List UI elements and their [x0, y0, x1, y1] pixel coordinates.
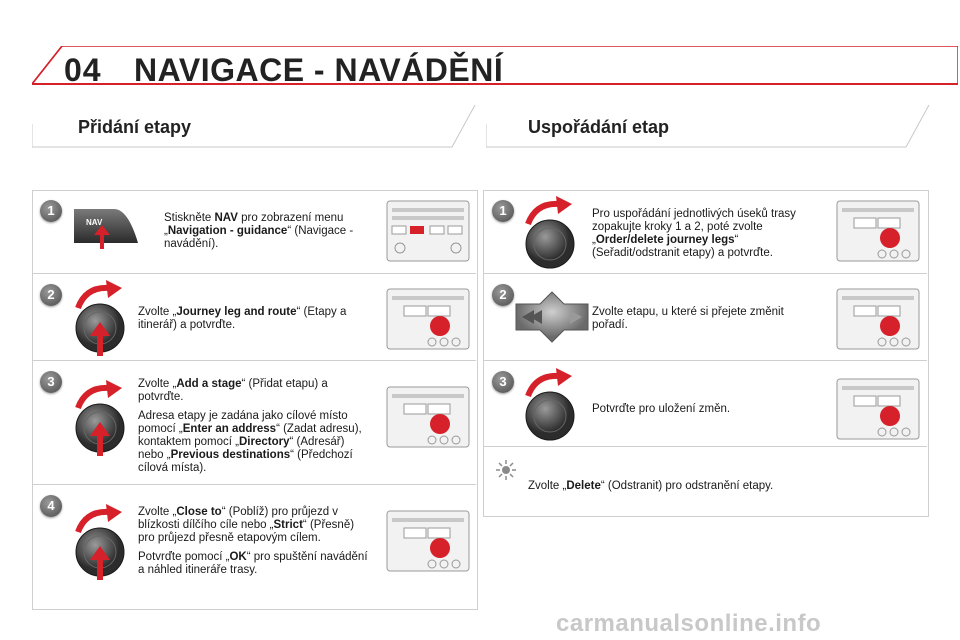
text-run: “ (Adresář) nebo „ — [138, 436, 345, 461]
text-run: Potvrďte pomocí „ — [138, 551, 230, 563]
tip-sun-icon — [496, 460, 516, 480]
step-number-badge: 1 — [40, 200, 62, 222]
step-number-badge: 4 — [40, 495, 62, 517]
text-run: “ (Přesně) pro průjezd přesně etapovým cílem. — [138, 519, 355, 544]
nav-button-label: NAV — [86, 218, 103, 227]
text-run: “ (Předchozí cílová místa). — [138, 449, 353, 474]
emphasized-term: Directory — [238, 436, 290, 448]
text-run: “ (Poblíž) pro průjezd v blízkosti dílčího cíle nebo „ — [138, 506, 339, 531]
paragraph — [164, 212, 374, 251]
text-run: pro zobrazení menu „ — [164, 212, 344, 237]
right-section-title: Uspořádání etap — [528, 117, 670, 137]
rotary-knob-press-icon — [520, 196, 584, 272]
text-run: “ (Seřadit/odstranit etapy) a potvrďte. — [592, 234, 773, 259]
radio-panel-image — [836, 200, 920, 262]
emphasized-term: NAV — [214, 212, 238, 224]
paragraph — [138, 551, 370, 577]
text-run: “ pro spuštění navádění a náhled itineráře trasy. — [138, 551, 368, 576]
tip-text — [528, 480, 908, 499]
text-run: Zvolte „ — [138, 306, 177, 318]
text-run: “ (Zadat adresu), kontaktem pomocí „ — [138, 423, 362, 448]
emphasized-term: Strict — [273, 519, 303, 531]
paragraph — [592, 306, 820, 332]
emphasized-term: Journey leg and route — [176, 306, 297, 318]
emphasized-term: Add a stage — [176, 378, 242, 390]
step-number-badge: 2 — [40, 284, 62, 306]
text-run: Zvolte etapu, u které si přejete změnit pořadí. — [592, 306, 784, 331]
emphasized-term: Order/delete journey legs — [595, 234, 735, 246]
step-number-badge: 2 — [492, 284, 514, 306]
step-text — [138, 306, 368, 338]
step-text — [164, 212, 374, 257]
radio-panel-image — [386, 386, 470, 448]
text-run: Zvolte „ — [138, 506, 177, 518]
step-number-badge: 3 — [40, 371, 62, 393]
text-run: Potvrďte pro uložení změn. — [592, 403, 731, 415]
paragraph — [138, 306, 368, 332]
paragraph — [138, 506, 370, 545]
watermark: carmanualsonline.info — [556, 610, 822, 637]
radio-panel-image — [386, 510, 470, 572]
emphasized-term: Previous destinations — [170, 449, 291, 461]
text-run: “ (Etapy a itinerář) a potvrďte. — [138, 306, 347, 331]
page-title: NAVIGACE - NAVÁDĚNÍ — [134, 52, 504, 88]
paragraph — [138, 378, 370, 404]
emphasized-term: Enter an address — [182, 423, 277, 435]
divider — [33, 273, 476, 274]
directional-pad-icon — [514, 290, 590, 344]
radio-panel-image — [386, 200, 470, 262]
step-text — [592, 306, 820, 338]
emphasized-term: Navigation - guidance — [167, 225, 288, 237]
divider — [33, 484, 476, 485]
left-section-title: Přidání etapy — [78, 117, 192, 137]
divider — [484, 360, 927, 361]
nav-button-icon — [70, 203, 142, 249]
radio-panel-image — [836, 288, 920, 350]
rotary-knob-press-icon — [70, 280, 134, 356]
paragraph — [592, 403, 820, 416]
text-run: Pro uspořádání jednotlivých úseků trasy zopakujte kroky 1 a 2, poté zvolte „ — [592, 208, 796, 246]
text-run: Zvolte „ — [138, 378, 177, 390]
step-number-badge: 3 — [492, 371, 514, 393]
paragraph — [138, 410, 370, 475]
paragraph — [592, 208, 820, 260]
emphasized-term: OK — [229, 551, 247, 563]
step-text — [138, 506, 370, 583]
emphasized-term: Delete — [566, 480, 601, 492]
text-run: “ (Odstranit) pro odstranění etapy. — [600, 480, 774, 492]
divider — [484, 273, 927, 274]
step-text — [138, 378, 370, 481]
rotary-knob-press-icon — [70, 504, 134, 580]
step-text — [592, 208, 820, 266]
rotary-knob-press-icon — [520, 368, 584, 444]
step-text — [592, 403, 820, 422]
text-run: “ (Navigace - navádění). — [164, 225, 354, 250]
rotary-knob-press-icon — [70, 380, 134, 456]
step-number-badge: 1 — [492, 200, 514, 222]
text-run: Zvolte „ — [528, 480, 567, 492]
radio-panel-image — [386, 288, 470, 350]
radio-panel-image — [836, 378, 920, 440]
text-run: Stiskněte — [164, 212, 215, 224]
paragraph — [528, 480, 908, 493]
text-run: Adresa etapy je zadána jako cílové místo pomocí „ — [138, 410, 348, 435]
chapter-number: 04 — [64, 52, 102, 88]
emphasized-term: Close to — [176, 506, 222, 518]
divider — [33, 360, 476, 361]
text-run: “ (Přidat etapu) a potvrďte. — [138, 378, 328, 403]
divider — [484, 446, 927, 447]
